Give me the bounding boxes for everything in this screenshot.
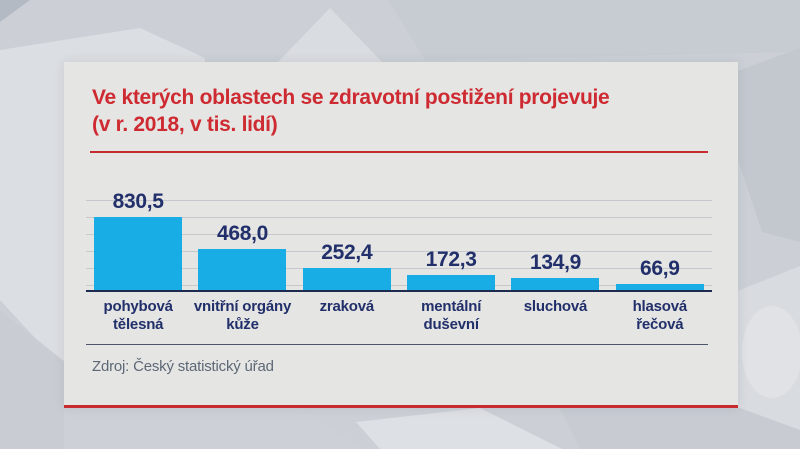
source-text: Zdroj: Český statistický úřad <box>92 358 274 375</box>
category-label-line: kůže <box>226 316 259 333</box>
category-label <box>503 298 607 334</box>
bar-column <box>86 190 190 290</box>
category-label <box>86 298 190 334</box>
bar-column <box>608 190 712 290</box>
bar-column <box>503 190 607 290</box>
bar-column <box>190 190 294 290</box>
bar <box>94 217 182 290</box>
title-underline <box>90 151 708 153</box>
chart-card <box>64 62 738 408</box>
category-label-line: hlasová <box>632 298 688 315</box>
category-label-line: mentální <box>421 298 482 315</box>
category-label-line: zraková <box>319 298 375 315</box>
bar <box>303 268 391 290</box>
category-label-line: tělesná <box>113 316 164 333</box>
bar-value-label: 252,4 <box>321 241 373 264</box>
bar <box>407 275 495 290</box>
bar-chart-plot <box>86 190 712 292</box>
bar-column <box>295 190 399 290</box>
source-divider <box>86 344 708 345</box>
bar <box>616 284 704 290</box>
bar-column <box>399 190 503 290</box>
chart-title <box>92 84 714 138</box>
chart-title-line1: Ve kterých oblastech se zdravotní postižení projevuje <box>92 86 610 109</box>
category-label-line: sluchová <box>523 298 588 315</box>
category-label-line: řečová <box>636 316 684 333</box>
bar-value-label: 172,3 <box>425 248 477 271</box>
category-label <box>295 298 399 334</box>
bar <box>198 249 286 290</box>
chart-title-line2: (v r. 2018, v tis. lidí) <box>92 113 278 136</box>
category-labels-row <box>86 298 712 334</box>
bar-value-label: 830,5 <box>112 190 164 213</box>
bar <box>511 278 599 290</box>
bar-value-label: 66,9 <box>639 257 680 280</box>
category-label-line: vnitřní orgány <box>193 298 292 315</box>
category-label-line: duševní <box>423 316 479 333</box>
bars-row <box>86 190 712 290</box>
bar-value-label: 134,9 <box>529 251 581 274</box>
category-label <box>399 298 503 334</box>
category-label-line: pohybová <box>103 298 173 315</box>
bar-value-label: 468,0 <box>216 222 269 245</box>
category-label <box>190 298 294 334</box>
category-label <box>608 298 712 334</box>
